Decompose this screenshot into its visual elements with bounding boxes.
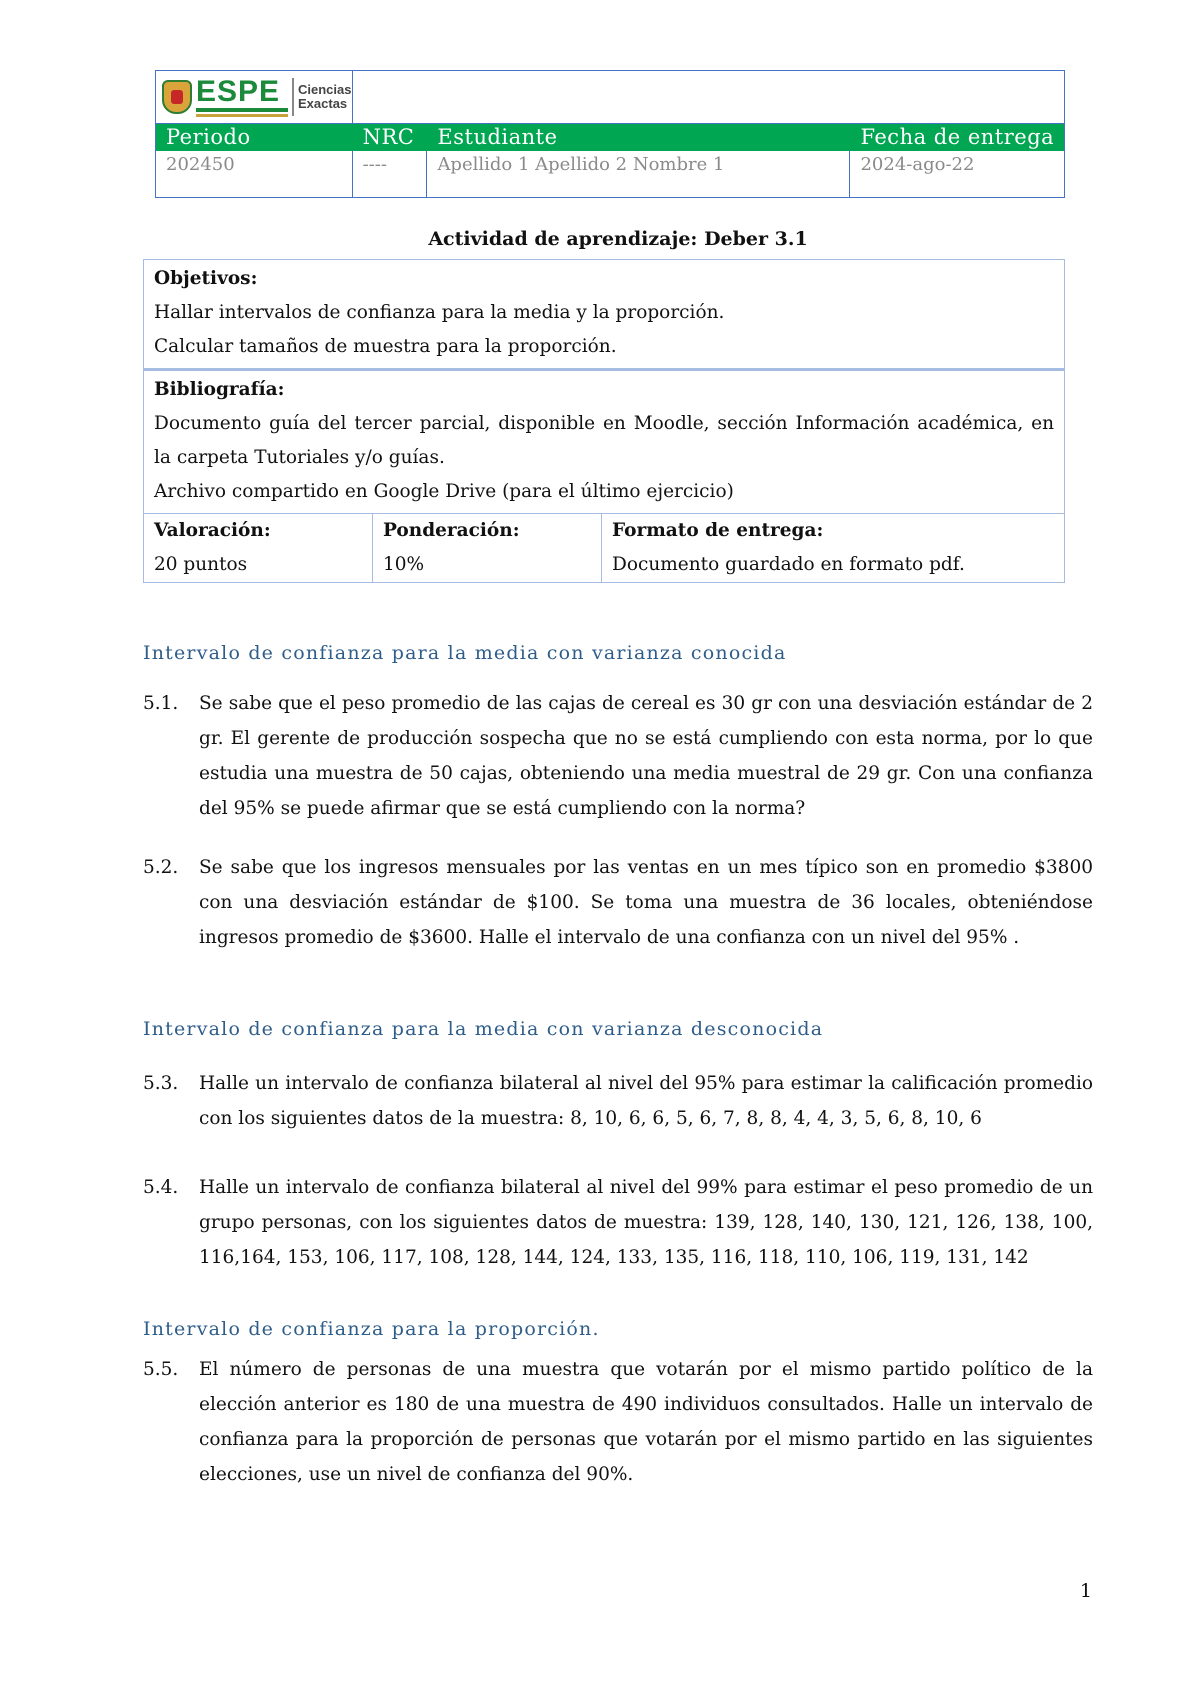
- formato-value: Documento guardado en formato pdf.: [612, 554, 965, 575]
- ponderacion-cell: [373, 514, 602, 582]
- header-values-row: [156, 151, 1064, 197]
- ponderacion-label: Ponderación:: [383, 520, 520, 541]
- logo-underline-2: [196, 114, 288, 117]
- exercise-text: Halle un intervalo de confianza bilateral al nivel del 99% para estimar el peso promedio de un grupo personas, con los siguientes datos de muestra: 139, 128, 140, 130, 121, 126, 138, 100, 116,164, 153, 106, 117, 108, 128, 144, 124, 133, 135, 116, 118, 110, 106, 119, 131, 142: [199, 1177, 1093, 1268]
- objetivos-label: Objetivos:: [154, 268, 258, 289]
- objetivos-section: [144, 260, 1064, 368]
- valoracion-value: 20 puntos: [154, 554, 248, 575]
- header-label-estudiante: Estudiante: [437, 125, 558, 149]
- header-labels-row: [156, 124, 1064, 151]
- info-table: [143, 259, 1065, 583]
- valoracion-label: Valoración:: [154, 520, 271, 541]
- header-table: [155, 70, 1065, 198]
- exercise-number: 5.2.: [143, 857, 179, 878]
- logo-underline: [196, 108, 288, 112]
- logo-row: [156, 71, 1064, 124]
- exercise-item: [143, 1352, 1093, 1492]
- formato-label: Formato de entrega:: [612, 520, 824, 541]
- logo-row-empty: [353, 71, 1064, 123]
- header-value-nrc: ----: [353, 151, 428, 197]
- espe-emblem-icon: [162, 80, 192, 114]
- exercise-item: [143, 686, 1093, 826]
- logo-brand-text: ESPE: [196, 74, 281, 108]
- logo-divider: [292, 78, 294, 116]
- exercise-item: [143, 850, 1093, 955]
- logo-faculty-line2: Exactas: [298, 96, 348, 111]
- header-label-nrc: NRC: [362, 125, 415, 149]
- page-number: 1: [1079, 1580, 1092, 1602]
- header-label-periodo: Periodo: [166, 125, 251, 149]
- ponderacion-value: 10%: [383, 554, 425, 575]
- exercise-item: [143, 1170, 1093, 1275]
- objetivo-item: Hallar intervalos de confianza para la media y la proporción.: [154, 302, 725, 323]
- exercise-text: Halle un intervalo de confianza bilateral al nivel del 95% para estimar la calificación promedio con los siguientes datos de la muestra: 8, 10, 6, 6, 5, 6, 7, 8, 8, 4, 4, 3, 5, 6, 8, 10, 6: [199, 1073, 1093, 1129]
- exercise-text: Se sabe que los ingresos mensuales por las ventas en un mes típico son en promedio $3800 con una desviación estándar de $100. Se toma una muestra de 36 locales, obteniéndose ingresos promedio de $3600. Halle el intervalo de una confianza con un nivel del 95% .: [199, 857, 1093, 948]
- header-value-periodo: 202450: [156, 151, 353, 197]
- page-title: Actividad de aprendizaje: Deber 3.1: [428, 228, 808, 250]
- header-value-estudiante: Apellido 1 Apellido 2 Nombre 1: [427, 151, 850, 197]
- bibliografia-item: Archivo compartido en Google Drive (para el último ejercicio): [154, 481, 734, 502]
- exercise-text: Se sabe que el peso promedio de las cajas de cereal es 30 gr con una desviación estándar de 2 gr. El gerente de producción sospecha que no se está cumpliendo con esta norma, por lo que estudia una muestra de 50 cajas, obteniendo una media muestral de 29 gr. Con una confianza del 95% se puede afirmar que se está cumpliendo con la norma?: [199, 693, 1093, 819]
- header-value-fecha: 2024-ago-22: [860, 154, 975, 175]
- logo: [156, 71, 353, 123]
- exercise-number: 5.3.: [143, 1073, 179, 1094]
- exercise-number: 5.4.: [143, 1177, 179, 1198]
- exercise-item: [143, 1066, 1093, 1136]
- exercise-number: 5.5.: [143, 1359, 179, 1380]
- header-label-fecha: Fecha de entrega: [860, 125, 1055, 149]
- logo-faculty: [298, 83, 351, 111]
- evaluation-row: [144, 513, 1064, 582]
- bibliografia-item: Documento guía del tercer parcial, disponible en Moodle, sección Información académica, en la carpeta Tutoriales y/o guías.: [154, 413, 1054, 468]
- bibliografia-label: Bibliografía:: [154, 379, 285, 400]
- section-heading: Intervalo de confianza para la media con varianza desconocida: [143, 1018, 824, 1040]
- valoracion-cell: [144, 514, 373, 582]
- bibliografia-section: [144, 368, 1064, 513]
- formato-cell: [602, 514, 1064, 582]
- exercise-text: El número de personas de una muestra que votarán por el mismo partido político de la elección anterior es 180 de una muestra de 490 individuos consultados. Halle un intervalo de confianza para la proporción de personas que votarán por el mismo partido en las siguientes elecciones, use un nivel de confianza del 90%.: [199, 1359, 1093, 1485]
- section-heading: Intervalo de confianza para la media con varianza conocida: [143, 642, 787, 664]
- objetivo-item: Calcular tamaños de muestra para la proporción.: [154, 336, 617, 357]
- logo-brand: [196, 74, 288, 117]
- exercise-number: 5.1.: [143, 693, 179, 714]
- logo-faculty-line1: Ciencias: [298, 82, 352, 97]
- section-heading: Intervalo de confianza para la proporción.: [143, 1318, 600, 1340]
